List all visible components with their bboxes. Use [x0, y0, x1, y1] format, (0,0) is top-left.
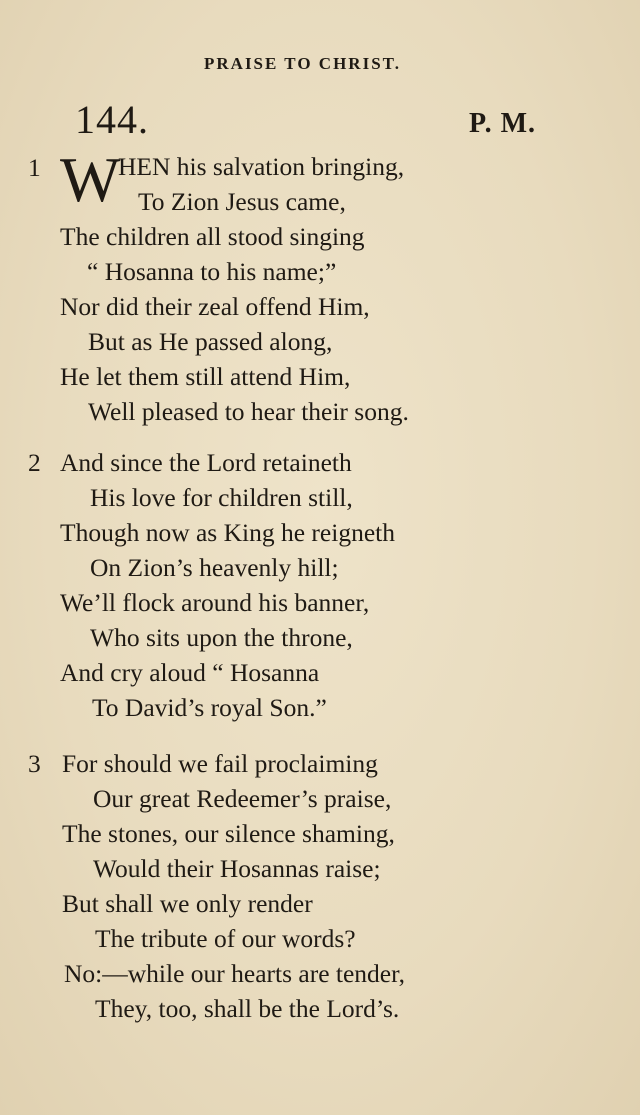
verse-line: Would their Hosannas raise; [93, 854, 381, 883]
verse-line: Who sits upon the throne, [90, 623, 353, 652]
verse-line: His love for children still, [90, 483, 353, 512]
verse-line: But shall we only render [62, 889, 313, 918]
verse-line: He let them still attend Him, [60, 362, 351, 391]
meter-label: P. M. [469, 108, 536, 139]
stanza-number: 3 [28, 749, 41, 778]
verse-line: Well pleased to hear their song. [88, 397, 409, 426]
stanza-number: 1 [28, 153, 41, 182]
verse-line: Our great Redeemer’s praise, [93, 784, 392, 813]
verse-line: The tribute of our words? [95, 924, 356, 953]
verse-line: They, too, shall be the Lord’s. [95, 994, 400, 1023]
verse-line: Though now as King he reigneth [60, 518, 395, 547]
running-head: PRAISE TO CHRIST. [204, 54, 401, 73]
verse-line: And since the Lord retaineth [60, 448, 352, 477]
verse-line: No:—while our hearts are tender, [64, 959, 405, 988]
verse-line: But as He passed along, [88, 327, 333, 356]
verse-line: To Zion Jesus came, [138, 187, 346, 216]
hymn-number: 144. [75, 97, 149, 142]
verse-line: The children all stood singing [60, 222, 365, 251]
verse-line: To David’s royal Son.” [92, 693, 327, 722]
verse-line: HEN his salvation bringing, [118, 152, 405, 181]
verse-line: And cry aloud “ Hosanna [60, 658, 320, 687]
verse-line: “ Hosanna to his name;” [87, 257, 337, 286]
stanza-number: 2 [28, 448, 41, 477]
verse-line: We’ll flock around his banner, [60, 588, 370, 617]
verse-line: On Zion’s heavenly hill; [90, 553, 339, 582]
drop-cap: W [60, 144, 121, 215]
verse-line: Nor did their zeal offend Him, [60, 292, 370, 321]
verse-line: The stones, our silence shaming, [62, 819, 395, 848]
verse-line: For should we fail proclaiming [62, 749, 378, 778]
